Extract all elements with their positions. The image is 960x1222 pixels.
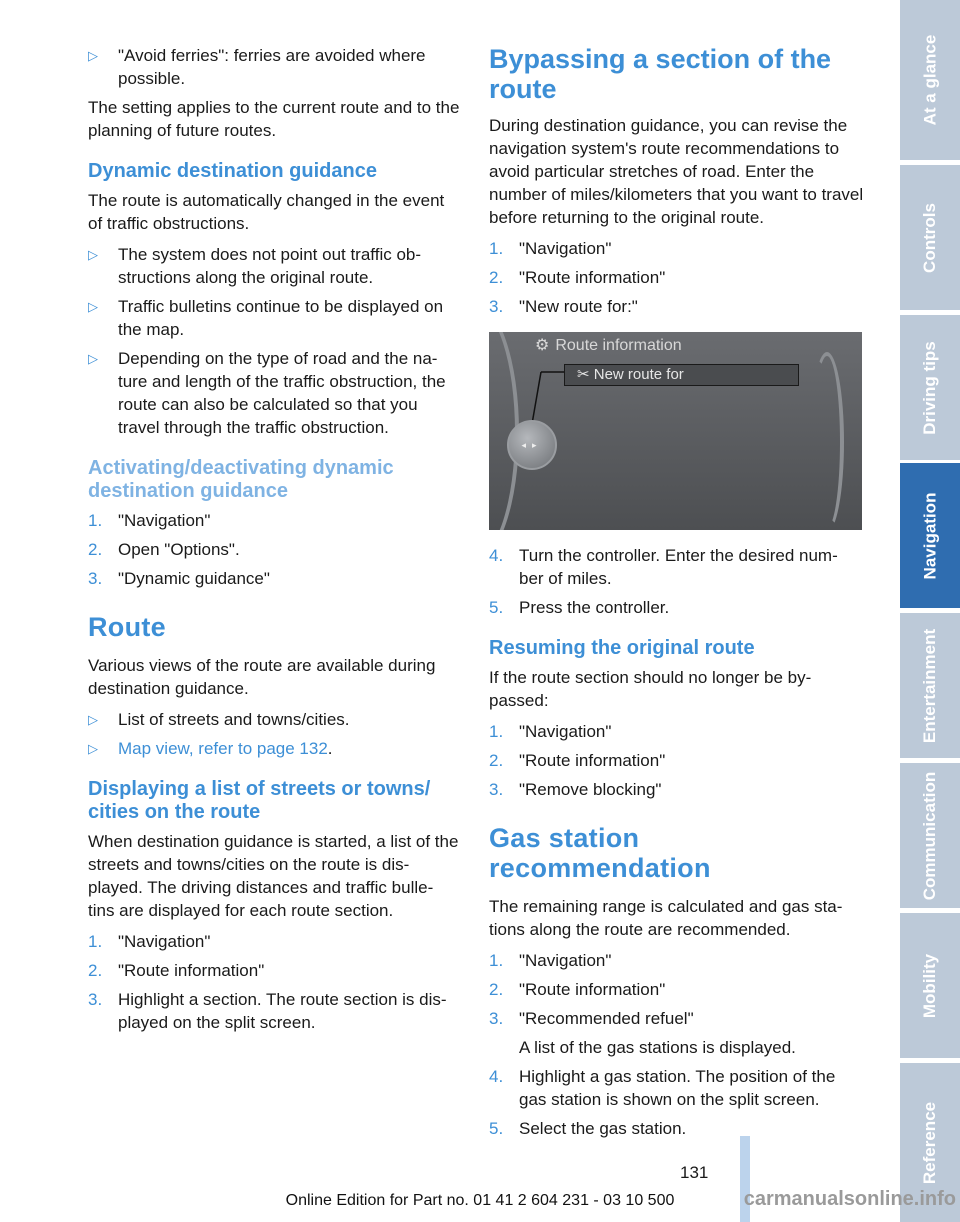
- paragraph: When destination guidance is started, a list of the streets and towns/cities on the route is dis- played. The driving distances and traffic bulle- tins are displayed for each route section.: [88, 832, 459, 920]
- ferries-bullet-list: [88, 44, 463, 90]
- chapter-heading-bypass: Bypassing a section of the route: [489, 44, 832, 104]
- section-heading-activating: Activating/deactivating dynamic destination guidance: [88, 457, 394, 502]
- tab-entertainment[interactable]: Entertainment: [900, 613, 960, 758]
- controller-knob-icon: ◂▸: [507, 420, 557, 470]
- idrive-screen-figure: [489, 332, 862, 530]
- tab-controls[interactable]: Controls: [900, 165, 960, 310]
- tools-icon: ✂: [577, 366, 594, 383]
- route-bullet-list: [88, 708, 463, 760]
- chapter-heading-route: Route: [88, 612, 166, 642]
- list-item: 3. Highlight a section. The route section is dis- played on the split screen.: [88, 990, 447, 1032]
- paragraph: The setting applies to the current route and to the planning of future routes.: [88, 98, 460, 140]
- list-item: 1. "Navigation": [88, 511, 211, 530]
- list-item: 5. Press the controller.: [489, 598, 670, 617]
- list-item: 3. "Remove blocking": [489, 780, 662, 799]
- list-item: ▷ Traffic bulletins continue to be displayed on the map.: [88, 297, 444, 339]
- tab-communication[interactable]: Communication: [900, 763, 960, 908]
- list-item: 3. "New route for:": [489, 297, 638, 316]
- list-item: 3. "Recommended refuel" A list of the gas stations is displayed.: [489, 1009, 796, 1057]
- list-item: 1. "Navigation": [489, 722, 612, 741]
- list-item: 1. "Navigation": [88, 932, 211, 951]
- section-heading-resume: Resuming the original route: [489, 637, 755, 659]
- list-item: ▷ List of streets and towns/cities.: [88, 710, 350, 729]
- list-item: 1. "Navigation": [489, 951, 612, 970]
- map-view-link[interactable]: Map view, refer to page 132: [118, 739, 328, 758]
- gas-steps: [489, 949, 864, 1140]
- list-item: 2. Open "Options".: [88, 540, 240, 559]
- paragraph: The route is automatically changed in the event of traffic obstructions.: [88, 191, 445, 233]
- left-column: [88, 44, 463, 1040]
- list-item: 2. "Route information": [489, 751, 666, 770]
- paragraph: During destination guidance, you can revise the navigation system's route recommendations to avoid particular stretches of road. Enter the number of miles/kilometers that you want to travel before returning to the original route.: [489, 116, 864, 227]
- right-column: [489, 44, 864, 1146]
- chapter-heading-gas: Gas station recommendation: [489, 823, 711, 883]
- tab-reference[interactable]: Reference: [900, 1063, 960, 1222]
- section-heading-dynamic: Dynamic destination guidance: [88, 160, 377, 182]
- paragraph: The remaining range is calculated and gas sta- tions along the route are recommended.: [489, 897, 843, 939]
- chapter-side-tabs: [900, 0, 960, 1222]
- resume-steps: [489, 720, 864, 801]
- tab-mobility[interactable]: Mobility: [900, 913, 960, 1058]
- triangle-bullet-icon: ▷: [88, 299, 98, 314]
- list-steps: [88, 930, 463, 1034]
- triangle-bullet-icon: ▷: [88, 247, 98, 262]
- list-item: ▷ Depending on the type of road and the na- ture and length of the traffic obstruction, the route can also be calculated so that you travel through the traffic obstruction.: [88, 349, 446, 437]
- paragraph: Various views of the route are available during destination guidance.: [88, 656, 436, 698]
- triangle-bullet-icon: ▷: [88, 351, 98, 366]
- list-item: 2. "Route information": [88, 961, 265, 980]
- dynamic-bullet-list: [88, 243, 463, 439]
- list-item: 2. "Route information": [489, 980, 666, 999]
- activating-steps: [88, 509, 463, 590]
- list-item: 3. "Dynamic guidance": [88, 569, 270, 588]
- section-heading-list: Displaying a list of streets or towns/ cities on the route: [88, 778, 431, 823]
- paragraph: If the route section should no longer be by- passed:: [489, 668, 812, 710]
- list-item: 4. Highlight a gas station. The position of the gas station is shown on the split screen.: [489, 1067, 836, 1109]
- list-item: 2. "Route information": [489, 268, 666, 287]
- list-item: 4. Turn the controller. Enter the desired num- ber of miles.: [489, 546, 838, 588]
- watermark-logo: carmanualsonline.info: [743, 1188, 956, 1210]
- page-number: 131: [680, 1163, 709, 1182]
- tab-driving-tips[interactable]: Driving tips: [900, 315, 960, 460]
- triangle-bullet-icon: ▷: [88, 712, 98, 727]
- bypass-steps: [489, 237, 864, 318]
- route-settings-icon: ⚙: [535, 337, 550, 354]
- list-item: ▷ The system does not point out traffic ob- structions along the original route.: [88, 245, 422, 287]
- list-item: ▷ "Avoid ferries": ferries are avoided where possible.: [88, 46, 426, 88]
- screen-menu-item-new-route: ✂ New route for: [564, 364, 799, 386]
- online-edition-footer: Online Edition for Part no. 01 41 2 604 231 - 03 10 500: [285, 1192, 675, 1209]
- bypass-steps-after: [489, 544, 864, 619]
- list-item: 1. "Navigation": [489, 239, 612, 258]
- screen-menu-title: ⚙ Route information: [535, 337, 682, 354]
- list-item: 5. Select the gas station.: [489, 1119, 687, 1138]
- tab-at-a-glance[interactable]: At a glance: [900, 0, 960, 160]
- list-item: ▷ Map view, refer to page 132.: [88, 739, 333, 758]
- triangle-bullet-icon: ▷: [88, 741, 98, 756]
- tab-navigation[interactable]: Navigation: [900, 463, 960, 608]
- triangle-bullet-icon: ▷: [88, 48, 98, 63]
